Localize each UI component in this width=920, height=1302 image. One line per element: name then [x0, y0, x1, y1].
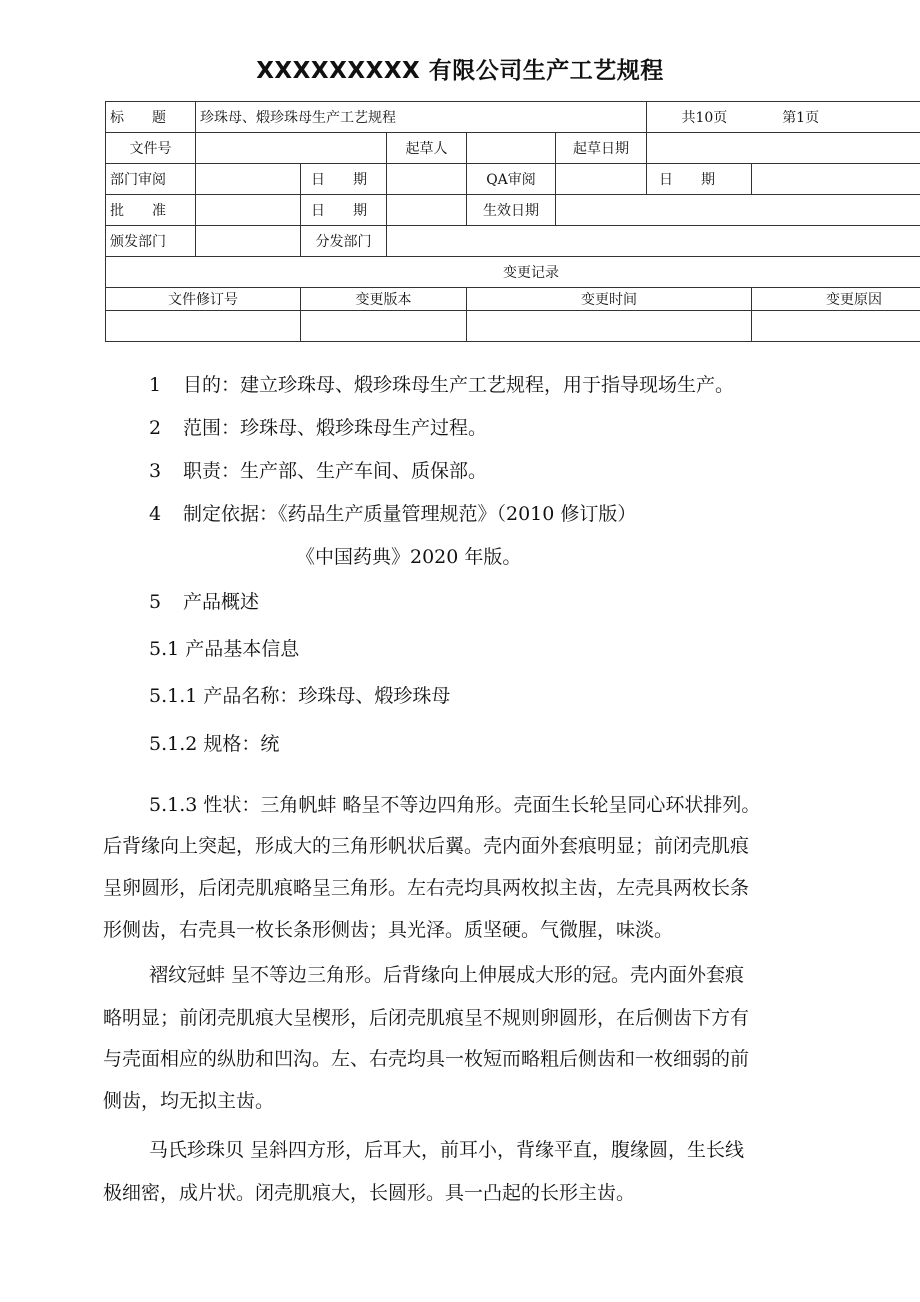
- paragraph-line: 5.1.3 性状：三角帆蚌 略呈不等边四角形。壳面生长轮呈同心环状排列。: [149, 794, 761, 816]
- effective-date-label: 生效日期: [467, 195, 556, 226]
- col-change-reason: 变更原因: [752, 288, 920, 311]
- approve-date-value: [387, 195, 467, 226]
- change-row-version: [301, 311, 467, 342]
- issue-dept-label: 颁发部门: [106, 226, 196, 257]
- section-2-number: 2: [149, 417, 162, 439]
- page-info: [647, 102, 920, 133]
- approve-date-label: 日 期: [301, 195, 387, 226]
- total-pages: 共10页: [681, 110, 728, 126]
- qa-review-date-label: 日 期: [647, 164, 752, 195]
- change-row-revision-no: [106, 311, 301, 342]
- dept-review-value: [196, 164, 301, 195]
- draft-date-label: 起草日期: [556, 133, 647, 164]
- paragraph-line: 呈卵圆形，后闭壳肌痕略呈三角形。左右壳均具两枚拟主齿，左壳具两枚长条: [103, 877, 750, 899]
- section-3-number: 3: [149, 460, 162, 482]
- col-revision-no: 文件修订号: [106, 288, 301, 311]
- section-5-1-1: 5.1.1 产品名称：珍珠母、煅珍珠母: [149, 685, 451, 707]
- approve-value: [196, 195, 301, 226]
- page-number: 第1页: [782, 110, 820, 126]
- draft-date-value: [647, 133, 920, 164]
- paragraph-line: 形侧齿，右壳具一枚长条形侧齿；具光泽。质坚硬。气微腥，味淡。: [103, 919, 674, 941]
- section-4-text: 制定依据：《药品生产质量管理规范》（2010 修订版）: [183, 503, 637, 525]
- section-1: [149, 370, 734, 397]
- change-row-reason: [752, 311, 920, 342]
- title-value: 珍珠母、煅珍珠母生产工艺规程: [196, 102, 647, 133]
- paragraph-line: 后背缘向上突起，形成大的三角形帆状后翼。壳内面外套痕明显；前闭壳肌痕: [103, 835, 750, 857]
- qa-review-value: [556, 164, 647, 195]
- section-3-text: 职责：生产部、生产车间、质保部。: [183, 460, 488, 482]
- drafter-label: 起草人: [387, 133, 467, 164]
- section-4-number: 4: [149, 503, 162, 525]
- paragraph-line: 极细密，成片状。闭壳肌痕大，长圆形。具一凸起的长形主齿。: [103, 1182, 636, 1204]
- paragraph-line: 与壳面相应的纵肋和凹沟。左、右壳均具一枚短而略粗后侧齿和一枚细弱的前: [103, 1048, 750, 1070]
- paragraph-line: 略明显；前闭壳肌痕大呈楔形，后闭壳肌痕呈不规则卵圆形，在后侧齿下方有: [103, 1007, 750, 1029]
- change-row-time: [467, 311, 752, 342]
- distribute-dept-value: [387, 226, 920, 257]
- paragraph-line: 褶纹冠蚌 呈不等边三角形。后背缘向上伸展成大形的冠。壳内面外套痕: [149, 964, 745, 986]
- approve-label: 批 准: [106, 195, 196, 226]
- paragraph-line: 马氏珍珠贝 呈斜四方形，后耳大，前耳小，背缘平直，腹缘圆，生长线: [149, 1139, 745, 1161]
- section-5-number: 5: [149, 591, 162, 613]
- change-record-heading: 变更记录: [106, 257, 920, 288]
- col-change-time: 变更时间: [467, 288, 752, 311]
- effective-date-value: [556, 195, 920, 226]
- section-2-text: 范围：珍珠母、煅珍珠母生产过程。: [183, 417, 488, 439]
- issue-dept-value: [196, 226, 301, 257]
- title-label: 标 题: [106, 102, 196, 133]
- section-5: [149, 587, 259, 614]
- paragraph-line: 侧齿，均无拟主齿。: [103, 1090, 275, 1112]
- dept-review-date-value: [387, 164, 467, 195]
- section-1-text: 目的：建立珍珠母、煅珍珠母生产工艺规程，用于指导现场生产。: [183, 374, 735, 396]
- drafter-value: [467, 133, 556, 164]
- section-1-number: 1: [149, 374, 162, 396]
- section-4: [149, 499, 636, 526]
- file-no-value: [196, 133, 387, 164]
- distribute-dept-label: 分发部门: [301, 226, 387, 257]
- section-5-text: 产品概述: [183, 591, 260, 613]
- qa-review-label: QA审阅: [467, 164, 556, 195]
- section-3: [149, 456, 487, 483]
- section-5-1-2: 5.1.2 规格：统: [149, 733, 280, 755]
- qa-review-date-value: [752, 164, 920, 195]
- dept-review-label: 部门审阅: [106, 164, 196, 195]
- file-no-label: 文件号: [106, 133, 196, 164]
- section-4-continued: 《中国药典》2020 年版。: [296, 546, 522, 568]
- document-title: XXXXXXXXX 有限公司生产工艺规程: [256, 58, 664, 84]
- col-version: 变更版本: [301, 288, 467, 311]
- section-5-1: 5.1 产品基本信息: [149, 638, 300, 660]
- document-header-table: [105, 101, 920, 342]
- dept-review-date-label: 日 期: [301, 164, 387, 195]
- section-2: [149, 413, 487, 440]
